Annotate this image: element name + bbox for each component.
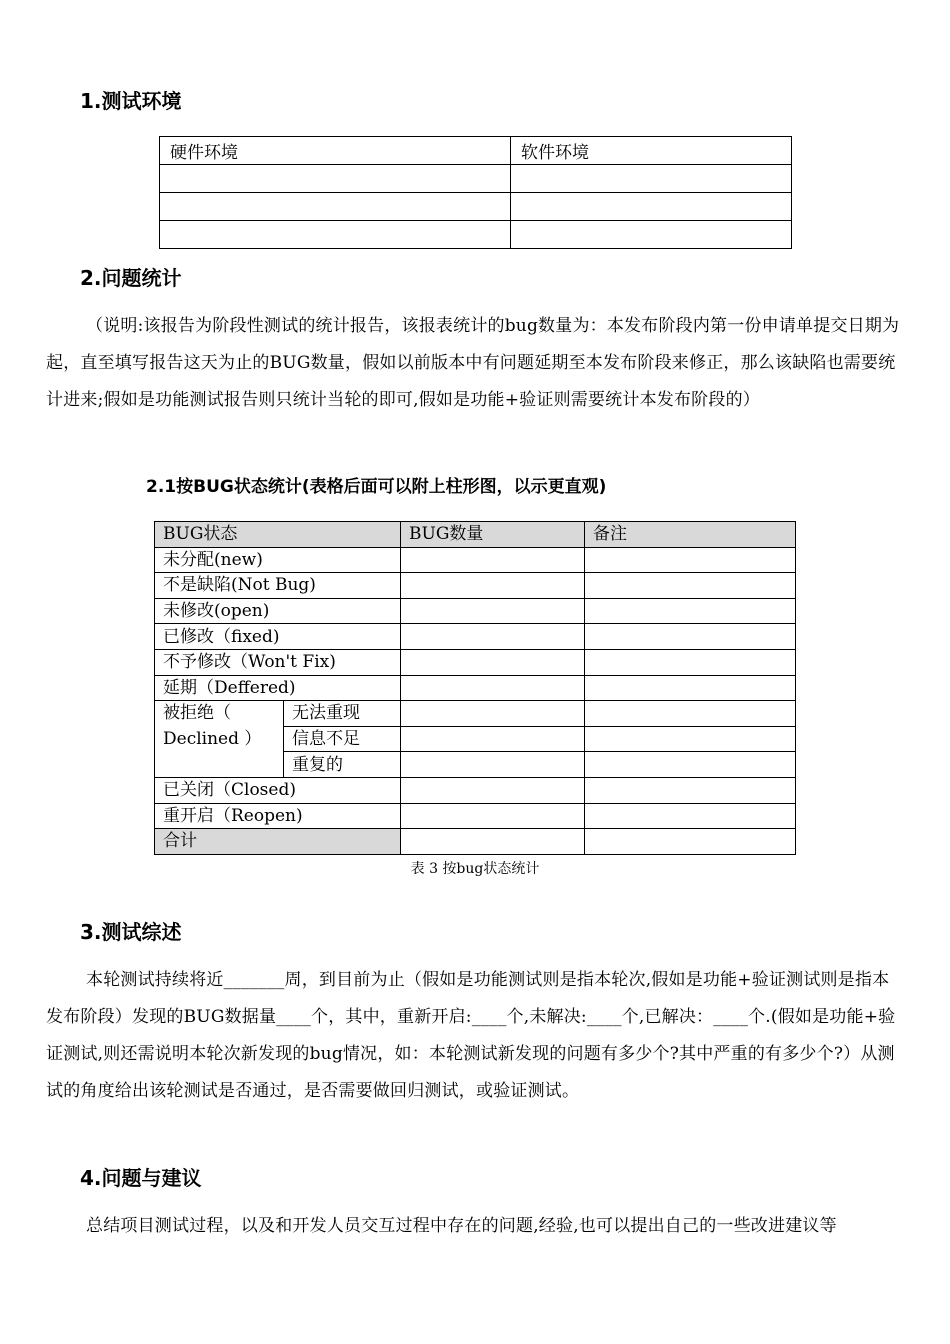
table-caption: 表 3 按bug状态统计 bbox=[410, 861, 540, 877]
table-header-row bbox=[155, 522, 796, 548]
table-cell bbox=[511, 221, 792, 249]
table-row bbox=[160, 165, 792, 193]
header-bug-count: BUG数量 bbox=[401, 522, 585, 548]
status-label: 已修改（fixed) bbox=[155, 624, 401, 650]
table-row bbox=[155, 777, 796, 803]
declined-sub-label: 重复的 bbox=[284, 752, 401, 778]
remark-cell bbox=[585, 598, 796, 624]
table-row bbox=[155, 649, 796, 675]
count-cell bbox=[401, 726, 585, 752]
status-label: 延期（Deffered) bbox=[155, 675, 401, 701]
remark-cell bbox=[585, 624, 796, 650]
status-label: 未修改(open) bbox=[155, 598, 401, 624]
table-row bbox=[155, 624, 796, 650]
remark-cell bbox=[585, 547, 796, 573]
table-row bbox=[155, 573, 796, 599]
remark-cell bbox=[585, 803, 796, 829]
status-label: 重开启（Reopen) bbox=[155, 803, 401, 829]
table-cell bbox=[160, 221, 511, 249]
table-header-row bbox=[160, 137, 792, 165]
table-cell bbox=[511, 193, 792, 221]
environment-table bbox=[159, 136, 792, 249]
count-cell bbox=[401, 829, 585, 855]
bug-status-table bbox=[154, 521, 796, 855]
section-title-issue-stats: 2.问题统计 bbox=[80, 266, 182, 290]
header-hardware: 硬件环境 bbox=[160, 137, 511, 165]
count-cell bbox=[401, 701, 585, 727]
section-title-test-summary: 3.测试综述 bbox=[80, 920, 182, 944]
remark-cell bbox=[585, 777, 796, 803]
table-cell bbox=[160, 193, 511, 221]
suggestions-paragraph: 总结项目测试过程，以及和开发人员交互过程中存在的问题,经验,也可以提出自己的一些改进建议等 bbox=[86, 1216, 837, 1236]
count-cell bbox=[401, 547, 585, 573]
count-cell bbox=[401, 675, 585, 701]
remark-cell bbox=[585, 829, 796, 855]
declined-sub-label: 无法重现 bbox=[284, 701, 401, 727]
count-cell bbox=[401, 624, 585, 650]
count-cell bbox=[401, 777, 585, 803]
count-cell bbox=[401, 752, 585, 778]
table-row bbox=[155, 598, 796, 624]
remark-cell bbox=[585, 701, 796, 727]
status-label: 未分配(new) bbox=[155, 547, 401, 573]
remark-cell bbox=[585, 649, 796, 675]
count-cell bbox=[401, 803, 585, 829]
count-cell bbox=[401, 598, 585, 624]
stats-note-paragraph: （说明:该报告为阶段性测试的统计报告，该报表统计的bug数量为：本发布阶段内第一份申请单提交日期为起，直至填写报告这天为止的BUG数量，假如以前版本中有问题延期至本发布阶段来修正，那么该缺陷也需要统计进来;假如是功能测试报告则只统计当轮的即可,假如是功能+验证则需要统计本发布阶段的） bbox=[46, 316, 900, 410]
status-label: 不是缺陷(Not Bug) bbox=[155, 573, 401, 599]
declined-sub-label: 信息不足 bbox=[284, 726, 401, 752]
table-cell bbox=[160, 165, 511, 193]
table-cell bbox=[511, 165, 792, 193]
table-row bbox=[160, 193, 792, 221]
table-row bbox=[160, 221, 792, 249]
table-row bbox=[155, 701, 796, 727]
status-label: 已关闭（Closed) bbox=[155, 777, 401, 803]
remark-cell bbox=[585, 726, 796, 752]
remark-cell bbox=[585, 752, 796, 778]
count-cell bbox=[401, 649, 585, 675]
table-row bbox=[155, 803, 796, 829]
remark-cell bbox=[585, 675, 796, 701]
summary-paragraph: 本轮测试持续将近_______周，到目前为止（假如是功能测试则是指本轮次,假如是功能+验证测试则是指本发布阶段）发现的BUG数据量____个，其中，重新开启:____个,未解决:____个,已解决：____个.(假如是功能+验证测试,则还需说明本轮次新发现的bug情况，如：本轮测试新发现的问题有多少个?其中严重的有多少个?）从测试的角度给出该轮测试是否通过，是否需要做回归测试，或验证测试。 bbox=[46, 970, 896, 1101]
header-remark: 备注 bbox=[585, 522, 796, 548]
count-cell bbox=[401, 573, 585, 599]
header-software: 软件环境 bbox=[511, 137, 792, 165]
total-label: 合计 bbox=[155, 829, 401, 855]
table-row bbox=[155, 547, 796, 573]
status-label-declined: 被拒绝（ Declined ） bbox=[155, 701, 284, 778]
status-label: 不予修改（Won't Fix) bbox=[155, 649, 401, 675]
subsection-title-by-status: 2.1按BUG状态统计(表格后面可以附上柱形图，以示更直观) bbox=[146, 477, 607, 497]
table-total-row bbox=[155, 829, 796, 855]
remark-cell bbox=[585, 573, 796, 599]
header-bug-status: BUG状态 bbox=[155, 522, 401, 548]
section-title-test-environment: 1.测试环境 bbox=[80, 89, 182, 113]
section-title-issues-suggestions: 4.问题与建议 bbox=[80, 1166, 202, 1190]
table-row bbox=[155, 675, 796, 701]
